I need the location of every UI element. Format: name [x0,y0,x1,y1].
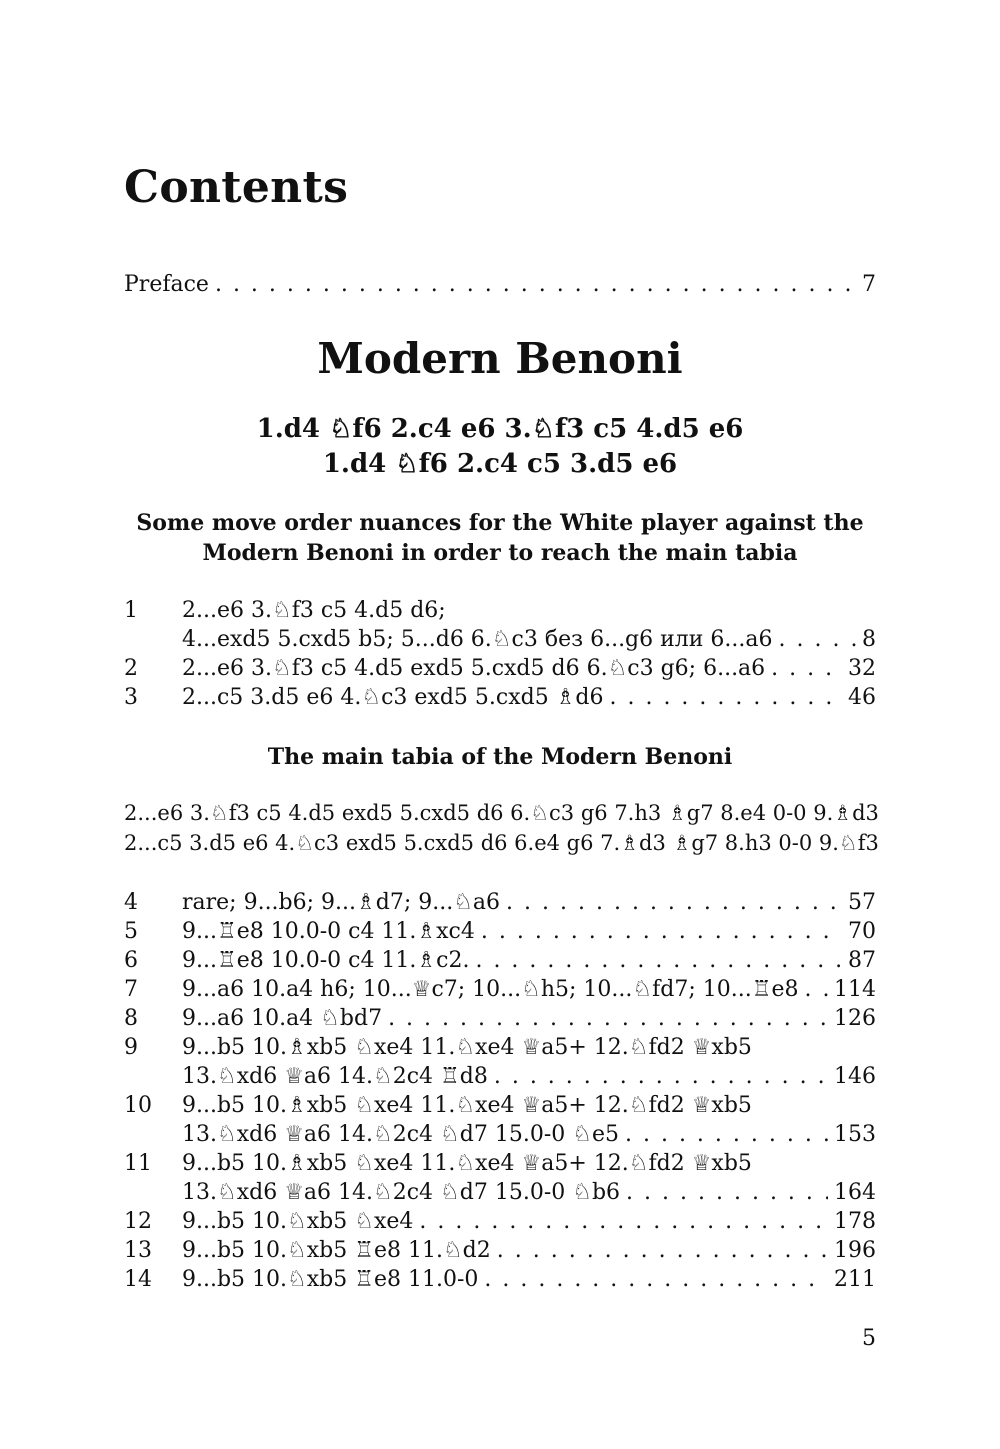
toc-entry-label: Preface [124,272,209,297]
toc-entry-number: 6 [124,948,138,973]
toc-entry-line: 9...b5 10.♗xb5 ♘xe4 11.♘xe4 ♕a5+ 12.♘fd2 ♕xb5 [182,1151,752,1176]
toc-entry [124,888,876,917]
toc-entry-text: 9...b5 10.♘xb5 ♘xe4 [182,1209,414,1234]
toc-entry-final-line [182,683,876,712]
toc-entry-final-line [182,946,876,975]
toc-entry [124,1149,876,1207]
toc-entry-text: 13.♘xd6 ♕a6 14.♘2c4 ♘d7 15.0-0 ♘b6 [182,1180,621,1205]
dot-leader [484,1265,828,1294]
toc-entry-number: 14 [124,1267,152,1292]
toc-entry-body [182,975,876,1004]
dot-leader [771,654,842,683]
dot-leader [388,1004,828,1033]
toc-page-number: 32 [848,656,876,681]
toc-entry [124,946,876,975]
toc-entry-body [182,654,876,683]
toc-entry-body [182,683,876,712]
toc-entry-final-line [182,1236,876,1265]
subsection-heading-line: Some move order nuances for the White player against the [136,510,864,536]
toc-page-number: 46 [848,685,876,710]
toc-entry [124,1207,876,1236]
toc-entry [124,1236,876,1265]
toc-entries-main-tabia [124,888,876,1294]
toc-entry-final-line [182,625,876,654]
subsection-heading-line: Modern Benoni in order to reach the main tabia [202,540,798,566]
toc-entry-body [182,1149,876,1207]
dot-leader [626,1178,828,1207]
move-line: 1.d4 ♘f6 2.c4 e6 3.♘f3 c5 4.d5 e6 [256,414,744,444]
page-number: 5 [862,1326,876,1351]
toc-entry-body [182,1004,876,1033]
toc-entry-line: 2...e6 3.♘f3 c5 4.d5 d6; [182,598,446,623]
toc-entry-final-line [182,1178,876,1207]
toc-entry-text: 9...a6 10.a4 ♘bd7 [182,1006,383,1031]
toc-entry [124,917,876,946]
toc-entry-final-line [182,975,876,1004]
toc-entry-body [182,1207,876,1236]
dot-leader [481,917,842,946]
toc-entry [124,975,876,1004]
toc-entry-body [182,596,876,654]
toc-entry-final-line [182,1265,876,1294]
move-line: 1.d4 ♘f6 2.c4 c5 3.d5 e6 [322,449,678,479]
toc-entry [124,1033,876,1091]
dot-leader [804,975,828,1004]
toc-entry-text: 2...e6 3.♘f3 c5 4.d5 exd5 5.cxd5 d6 6.♘c3 g6; 6...a6 [182,656,766,681]
toc-page-number: 196 [834,1238,876,1263]
toc-page-number: 153 [834,1122,876,1147]
toc-page-number: 114 [834,977,876,1002]
dot-leader [215,270,856,299]
toc-entry-preface [124,270,876,299]
dot-leader [497,1236,828,1265]
toc-page-number: 7 [862,272,876,297]
section-move-lines [124,412,876,482]
tabia-move-lines [124,798,879,858]
toc-entries-move-order [124,596,876,712]
toc-entry-body [182,1265,876,1294]
toc-entry-text: 9...b5 10.♘xb5 ♖e8 11.♘d2 [182,1238,491,1263]
toc-entry-number: 12 [124,1209,152,1234]
subsection-heading-main-tabia [124,742,876,772]
toc-entry-line: 9...b5 10.♗xb5 ♘xe4 11.♘xe4 ♕a5+ 12.♘fd2 ♕xb5 [182,1093,752,1118]
toc-entry-number: 3 [124,685,138,710]
toc-entry-text: rare; 9...b6; 9...♗d7; 9...♘a6 [182,890,501,915]
toc-entry-text: 13.♘xd6 ♕a6 14.♘2c4 ♘d7 15.0-0 ♘e5 [182,1122,619,1147]
dot-leader [625,1120,828,1149]
dot-leader [475,946,842,975]
toc-page-number: 70 [848,919,876,944]
toc-entry [124,1265,876,1294]
toc-entry [124,683,876,712]
toc-page-number: 87 [848,948,876,973]
toc-entry-number: 5 [124,919,138,944]
toc-page-number: 211 [834,1267,876,1292]
toc-entry-final-line [182,1062,876,1091]
toc-entry-number: 11 [124,1151,152,1176]
subsection-heading-line: The main tabia of the Modern Benoni [267,744,733,770]
toc-entry-text: 2...c5 3.d5 e6 4.♘c3 exd5 5.cxd5 ♗d6 [182,685,604,710]
toc-entry-number: 7 [124,977,138,1002]
toc-page-number: 178 [834,1209,876,1234]
toc-page-number: 164 [834,1180,876,1205]
dot-leader [419,1207,828,1236]
dot-leader [609,683,842,712]
toc-entry-number: 13 [124,1238,152,1263]
dot-leader [779,625,856,654]
toc-entry-final-line [182,1004,876,1033]
toc-entry-text: 9...b5 10.♘xb5 ♖e8 11.0-0 [182,1267,479,1292]
toc-entry-body [182,1033,876,1091]
page-title: Contents [124,162,349,213]
toc-entry-final-line [182,654,876,683]
toc-entry-number: 8 [124,1006,138,1031]
toc-entry-final-line [182,888,876,917]
toc-page-number: 57 [848,890,876,915]
toc-entry-text: 9...♖e8 10.0-0 c4 11.♗xc4 [182,919,475,944]
dot-leader [506,888,842,917]
toc-entry-body [182,1236,876,1265]
toc-entry-number: 4 [124,890,138,915]
toc-entry-body [182,1091,876,1149]
toc-entry-text: 13.♘xd6 ♕a6 14.♘2c4 ♖d8 [182,1064,488,1089]
toc-entry [124,654,876,683]
toc-entry [124,1004,876,1033]
toc-entry-text: 4...exd5 5.cxd5 b5; 5...d6 6.♘c3 без 6...g6 или 6...a6 [182,627,773,652]
section-title: Modern Benoni [317,334,683,383]
toc-entry-body [182,888,876,917]
tabia-line: 2...e6 3.♘f3 c5 4.d5 exd5 5.cxd5 d6 6.♘c3 g6 7.h3 ♗g7 8.e4 0-0 9.♗d3 [124,801,879,825]
toc-entry [124,596,876,654]
tabia-line: 2...c5 3.d5 e6 4.♘c3 exd5 5.cxd5 d6 6.e4 g6 7.♗d3 ♗g7 8.h3 0-0 9.♘f3 [124,831,879,855]
subsection-heading-move-order [124,508,876,568]
toc-entry [124,1091,876,1149]
contents-page [124,0,879,1449]
toc-entry-line: 9...b5 10.♗xb5 ♘xe4 11.♘xe4 ♕a5+ 12.♘fd2 ♕xb5 [182,1035,752,1060]
toc-page-number: 146 [834,1064,876,1089]
toc-entry-number: 2 [124,656,138,681]
toc-entry-number: 9 [124,1035,138,1060]
toc-entry-body [182,917,876,946]
toc-page-number: 126 [834,1006,876,1031]
toc-entry-final-line [182,1120,876,1149]
toc-entry-number: 10 [124,1093,152,1118]
toc-entry-final-line [182,1207,876,1236]
toc-page-number: 8 [862,627,876,652]
dot-leader [494,1062,828,1091]
toc-entry-text: 9...a6 10.a4 h6; 10...♕c7; 10...♘h5; 10...♘fd7; 10...♖e8 [182,977,799,1002]
toc-entry-number: 1 [124,598,138,623]
toc-entry-final-line [182,917,876,946]
toc-entry-body [182,946,876,975]
toc-entry-text: 9...♖e8 10.0-0 c4 11.♗c2. [182,948,470,973]
